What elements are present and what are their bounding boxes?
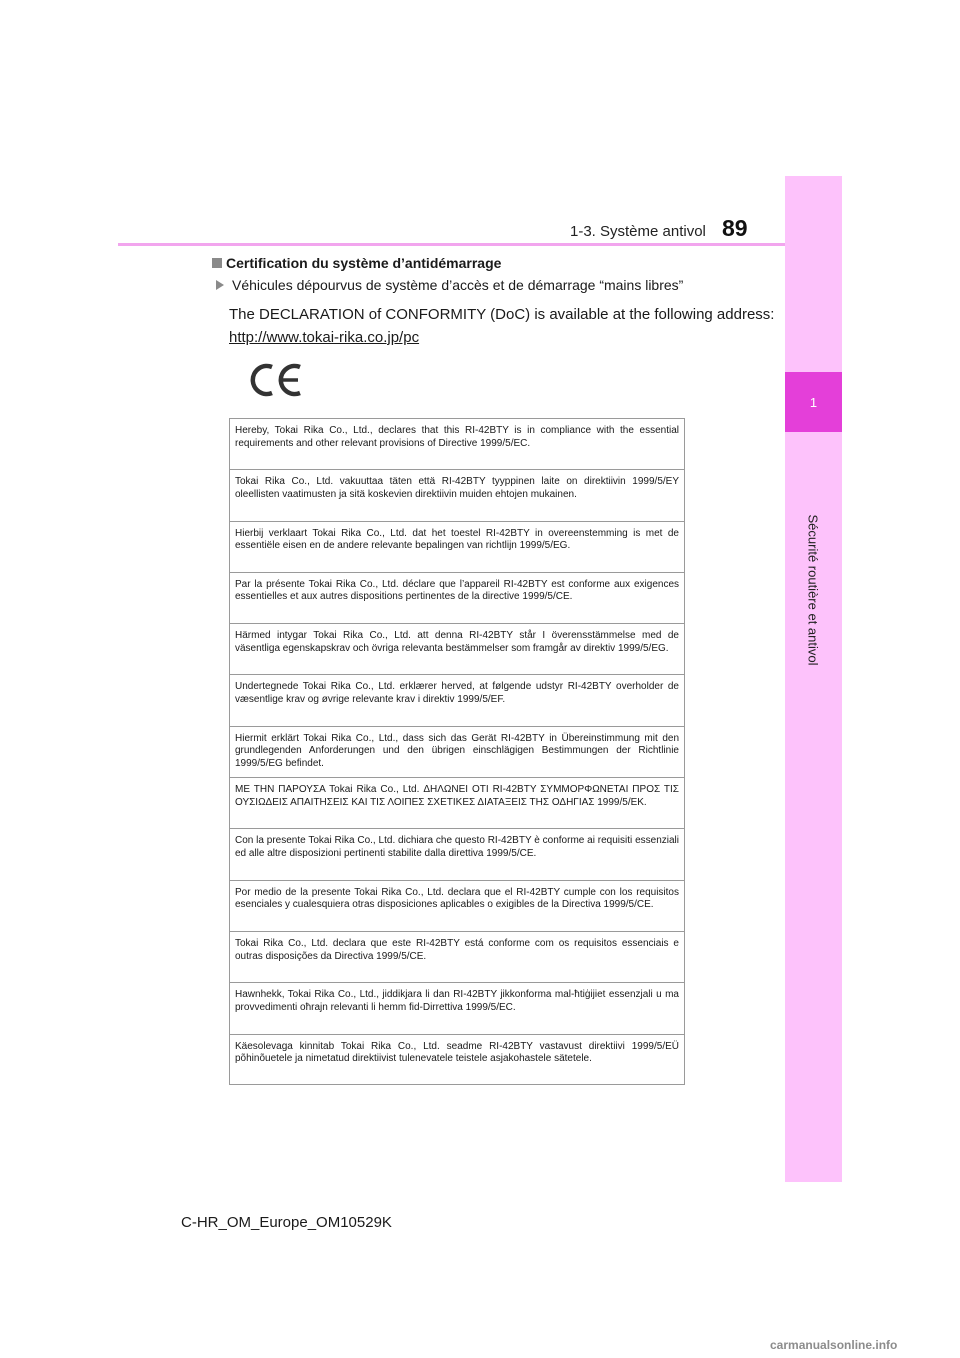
- ce-mark-icon: [245, 360, 305, 400]
- chapter-number: 1: [785, 372, 842, 432]
- cert-row-en: Hereby, Tokai Rika Co., Ltd., declares that this RI-42BTY is in compliance with the essential requirements and other relevant provisions of Directive 1999/5/EC.: [230, 419, 684, 470]
- watermark: carmanualsonline.info: [770, 1338, 898, 1352]
- chapter-title: Sécurité routière et antivol: [805, 514, 821, 666]
- cert-row-da: Undertegnede Tokai Rika Co., Ltd. erklærer herved, at følgende udstyr RI-42BTY overholder de væsentlige krav og øvrige relevante krav i direktiv 1999/5/EF.: [230, 675, 684, 726]
- section-title: [212, 255, 501, 271]
- cert-row-sv: Härmed intygar Tokai Rika Co., Ltd. att denna RI-42BTY står I överensstämmelse med de väsentliga egenskapskrav och övriga relevanta bestämmelser som framgår av direktiv 1999/5/EG.: [230, 624, 684, 675]
- cert-row-it: Con la presente Tokai Rika Co., Ltd. dichiara che questo RI-42BTY è conforme ai requisiti essenziali ed alle altre disposizioni pertinenti stabilite dalla direttiva 1999/5/CE.: [230, 829, 684, 880]
- certification-table: [229, 418, 685, 1085]
- cert-row-fr: Par la présente Tokai Rika Co., Ltd. déclare que l’appareil RI-42BTY est conforme aux exigences essentielles et aux autres dispositions pertinentes de la directive 1999/5/CE.: [230, 573, 684, 624]
- document-code: C-HR_OM_Europe_OM10529K: [181, 1214, 392, 1231]
- cert-row-es: Por medio de la presente Tokai Rika Co., Ltd. declara que el RI-42BTY cumple con los requisitos esenciales y cualesquiera otras disposiciones aplicables o exigibles de la Directiva 1999/5/CE.: [230, 881, 684, 932]
- section-header: 1-3. Système antivol: [570, 223, 706, 240]
- cert-row-de: Hiermit erklärt Tokai Rika Co., Ltd., dass sich das Gerät RI-42BTY in Übereinstimmung mit den grundlegenden Anforderungen und den übrigen einschlägigen Bestimmungen der Richtlinie 1999/5/EG befindet.: [230, 727, 684, 778]
- cert-row-et: Käesolevaga kinnitab Tokai Rika Co., Ltd. seadme RI-42BTY vastavust direktiivi 1999/5/EÜ põhinõuetele ja nimetatud direktiivist tulenevatele teistele asjakohastele sätetele.: [235, 1040, 679, 1065]
- cert-row-el: ΜΕ ΤΗΝ ΠΑΡΟΥΣΑ Tokai Rika Co., Ltd. ΔΗΛΩΝΕΙ ΟΤΙ RI-42BTY ΣΥΜΜΟΡΦΩΝΕΤΑΙ ΠΡΟΣ ΤΙΣ ΟΥΣΙΩΔΕΙΣ ΑΠΑΙΤΗΣΕΙΣ ΚΑΙ ΤΙΣ ΛΟΙΠΕΣ ΣΧΕΤΙΚΕΣ ΔΙΑΤΑΞΕΙΣ ΤΗΣ ΟΔΗΓΙΑΣ 1999/5/ΕΚ.: [230, 778, 684, 829]
- sub-title-text: Véhicules dépourvus de système d’accès et de démarrage “mains libres”: [232, 277, 684, 293]
- cert-row-nl: Hierbij verklaart Tokai Rika Co., Ltd. dat het toestel RI-42BTY in overeenstemming is met de essentiële eisen en de andere relevante bepalingen van richtlijn 1999/5/EG.: [230, 522, 684, 573]
- chapter-side-tab: [785, 176, 842, 1182]
- square-bullet-icon: [212, 258, 222, 268]
- section-title-text: Certification du système d’antidémarrage: [226, 255, 502, 271]
- triangle-bullet-icon: [216, 280, 224, 290]
- cert-row-fi: Tokai Rika Co., Ltd. vakuuttaa täten että RI-42BTY tyyppinen laite on direktiivin 1999/5/EY oleellisten vaatimusten ja sitä koskevien direktiivin muiden ehtojen mukainen.: [230, 470, 684, 521]
- doc-url-link[interactable]: http://www.tokai-rika.co.jp/pc: [229, 329, 420, 346]
- sub-title: [216, 277, 683, 293]
- cert-row-mt: Hawnhekk, Tokai Rika Co., Ltd., jiddikjara li dan RI-42BTY jikkonforma mal-ħtiġijiet essenzjali u ma provvedimenti oħrajn relevanti li hemm fid-Dirrettiva 1999/5/EC.: [230, 983, 684, 1034]
- header-rule: [118, 243, 785, 246]
- declaration-text: The DECLARATION of CONFORMITY (DoC) is available at the following address:: [229, 306, 775, 323]
- page-number: 89: [722, 215, 748, 241]
- cert-row-pt: Tokai Rika Co., Ltd. declara que este RI-42BTY está conforme com os requisitos essenciais e outras disposições da Directiva 1999/5/CE.: [230, 932, 684, 983]
